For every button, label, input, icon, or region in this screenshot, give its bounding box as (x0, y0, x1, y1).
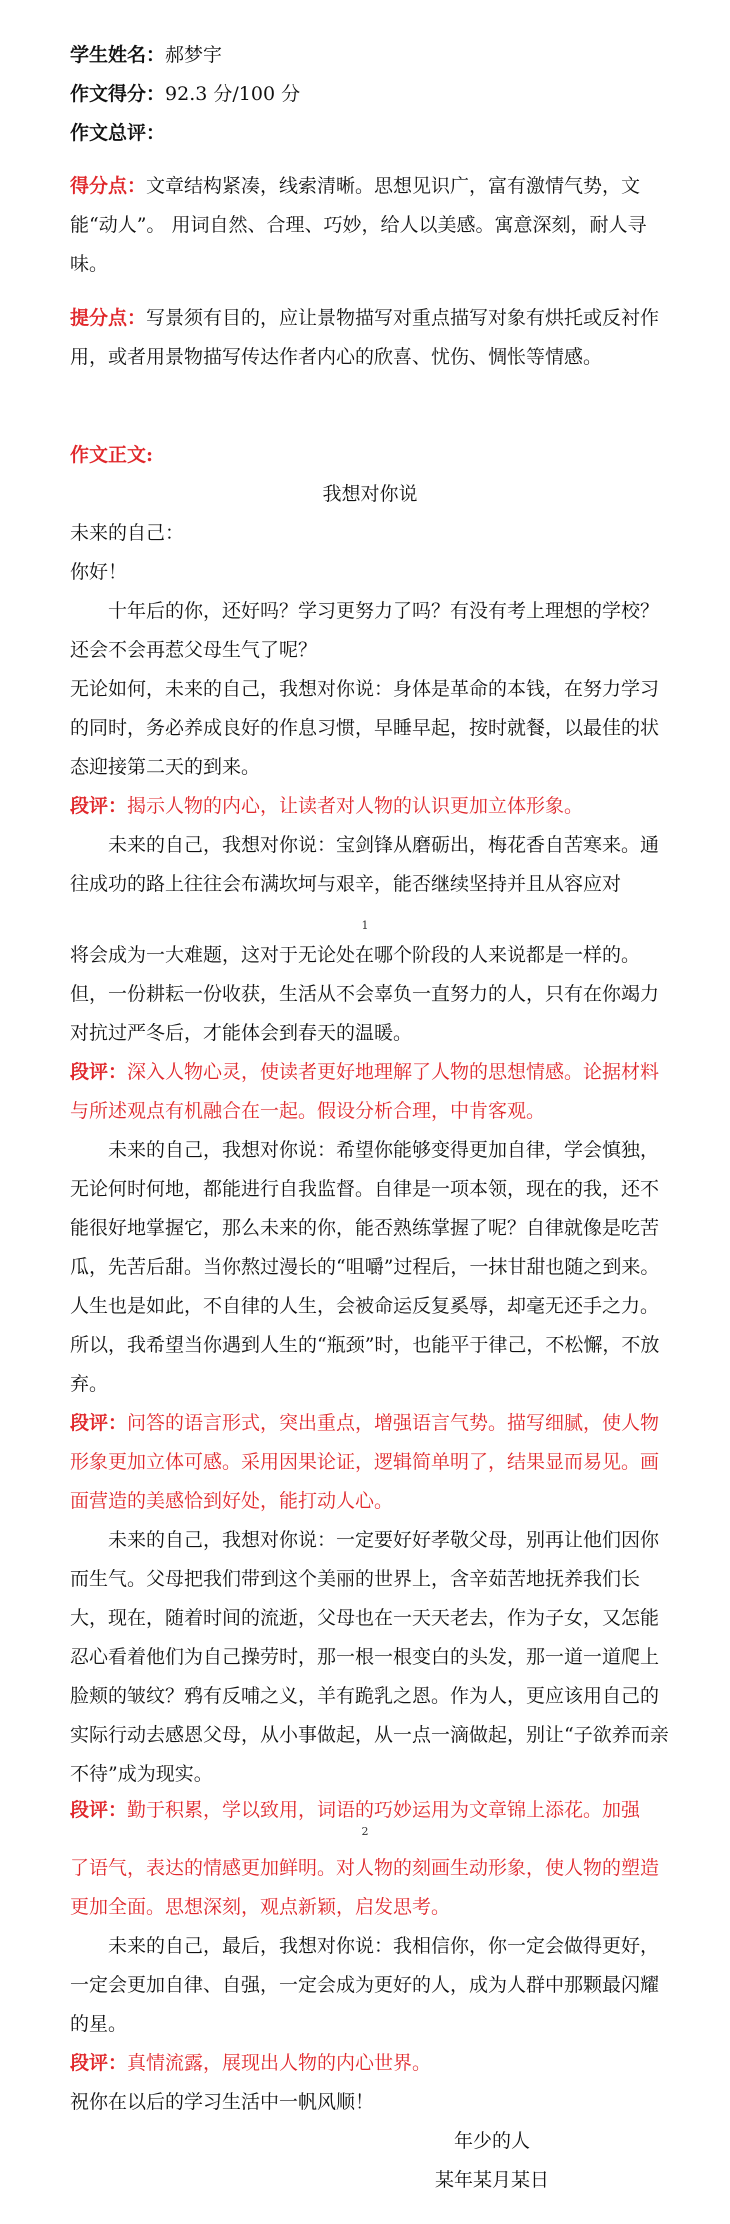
score-label: 作文得分： (70, 83, 166, 105)
essay-paragraph-2: 无论如何，未来的自己，我想对你说：身体是革命的本钱，在努力学习的同时，务必养成良好的作息习惯，早睡早起，按时就餐，以最佳的状态迎接第二天的到来。 (70, 678, 660, 778)
essay-greeting: 未来的自己： (70, 522, 185, 544)
essay-paragraph-4: 未来的自己，我想对你说：希望你能够变得更加自律，学会慎独，无论何时何地，都能进行自我监督。自律是一项本领，现在的我，还不能很好地掌握它，那么未来的你，能否熟练掌握了呢？自律就像是吃苦瓜，先苦后甜。当你熬过漫长的“咀嚼”过程后，一抹甘甜也随之到来。人生也是如此，不自律的人生，会被命运反复奚辱，却毫无还手之力。所以，我希望当你遇到人生的“瓶颈”时，也能平于律己，不松懈，不放弃。 (70, 1139, 660, 1395)
essay-paragraph-6: 未来的自己，最后，我想对你说：我相信你，你一定会做得更好，一定会更加自律、自强，一定会成为更好的人，成为人群中那颗最闪耀的星。 (70, 1935, 660, 2035)
page-number-2: 2 (361, 1825, 369, 1838)
improve-label: 提分点： (70, 307, 147, 329)
summary-label: 作文总评： (70, 122, 166, 144)
comment-2-text: 深入人物心灵，使读者更好地理解了人物的思想情感。论据材料与所述观点有机融合在一起。假设分析合理，中肯客观。 (70, 1061, 660, 1122)
score-line (70, 75, 670, 114)
paragraph-comment-2 (70, 1053, 670, 1131)
paragraph-comment-3 (70, 1404, 670, 1521)
essay-paragraph-3-part-2: 将会成为一大难题，这对于无论处在哪个阶段的人来说都是一样的。但，一份耕耘一份收获，生活从不会辜负一直努力的人，只有在你竭力对抗过严冬后，才能体会到春天的温暖。 (70, 944, 660, 1044)
comment-4-label: 段评： (70, 1799, 128, 1821)
merit-paragraph (70, 167, 670, 284)
improve-paragraph (70, 299, 670, 377)
page-number-1: 1 (361, 919, 369, 932)
comment-3-text: 问答的语言形式，突出重点，增强语言气势。描写细腻，使人物形象更加立体可感。采用因果论证，逻辑简单明了，结果显而易见。画面营造的美感恰到好处，能打动人心。 (70, 1412, 660, 1512)
merit-label: 得分点： (70, 175, 147, 197)
comment-1-label: 段评： (70, 795, 128, 817)
comment-4-text-part-2: 了语气，表达的情感更加鲜明。对人物的刻画生动形象，使人物的塑造更加全面。思想深刻，观点新颖，启发思考。 (70, 1857, 660, 1918)
score-value: 92.3 分/100 分 (165, 83, 301, 105)
comment-5-text: 真情流露，展现出人物的内心世界。 (127, 2052, 432, 2074)
merit-text: 文章结构紧凑，线索清晰。思想见识广，富有激情气势，文能“动人”。 用词自然、合理、巧妙，给人以美感。寓意深刻，耐人寻味。 (70, 175, 647, 275)
summary-line (70, 114, 670, 153)
improve-text: 写景须有目的，应让景物描写对重点描写对象有烘托或反衬作用，或者用景物描写传达作者内心的欣喜、忧伤、惆怅等情感。 (70, 307, 660, 368)
student-name-value: 郝梦宇 (165, 44, 223, 66)
essay-paragraph-1: 十年后的你，还好吗？学习更努力了吗？有没有考上理想的学校？还会不会再惹父母生气了呢？ (70, 600, 660, 661)
essay-date: 某年某月某日 (435, 2169, 550, 2191)
essay-section-label-line (70, 436, 670, 475)
student-name-label: 学生姓名： (70, 44, 166, 66)
essay-paragraph-3-part-1: 未来的自己，我想对你说：宝剑锋从磨砺出，梅花香自苦寒来。通往成功的路上往往会布满坎坷与艰辛，能否继续坚持并且从容应对 (70, 834, 660, 895)
comment-3-label: 段评： (70, 1412, 128, 1434)
comment-1-text: 揭示人物的内心，让读者对人物的认识更加立体形象。 (127, 795, 584, 817)
comment-4-text-part-1: 勤于积累，学以致用，词语的巧妙运用为文章锦上添花。加强 (127, 1799, 641, 1821)
comment-5-label: 段评： (70, 2052, 128, 2074)
paragraph-comment-5 (70, 2044, 670, 2083)
essay-paragraph-5: 未来的自己，我想对你说：一定要好好孝敬父母，别再让他们因你而生气。父母把我们带到这个美丽的世界上，含辛茹苦地抚养我们长大，现在，随着时间的流逝，父母也在一天天老去，作为子女，又怎能忍心看着他们为自己操劳时，那一根一根变白的头发，那一道一道爬上脸颊的皱纹？鸦有反哺之义，羊有跪乳之恩。作为人，更应该用自己的实际行动去感恩父母，从小事做起，从一点一滴做起，别让“子欲养而亲不待”成为现实。 (70, 1529, 669, 1785)
essay-hello: 你好！ (70, 561, 128, 583)
essay-closing: 祝你在以后的学习生活中一帆风顺！ (70, 2091, 375, 2113)
student-name-line (70, 36, 670, 75)
paragraph-comment-1 (70, 787, 670, 826)
essay-signature: 年少的人 (454, 2130, 531, 2152)
essay-section-label: 作文正文: (70, 444, 154, 466)
essay-title: 我想对你说 (322, 483, 418, 505)
comment-2-label: 段评： (70, 1061, 128, 1083)
